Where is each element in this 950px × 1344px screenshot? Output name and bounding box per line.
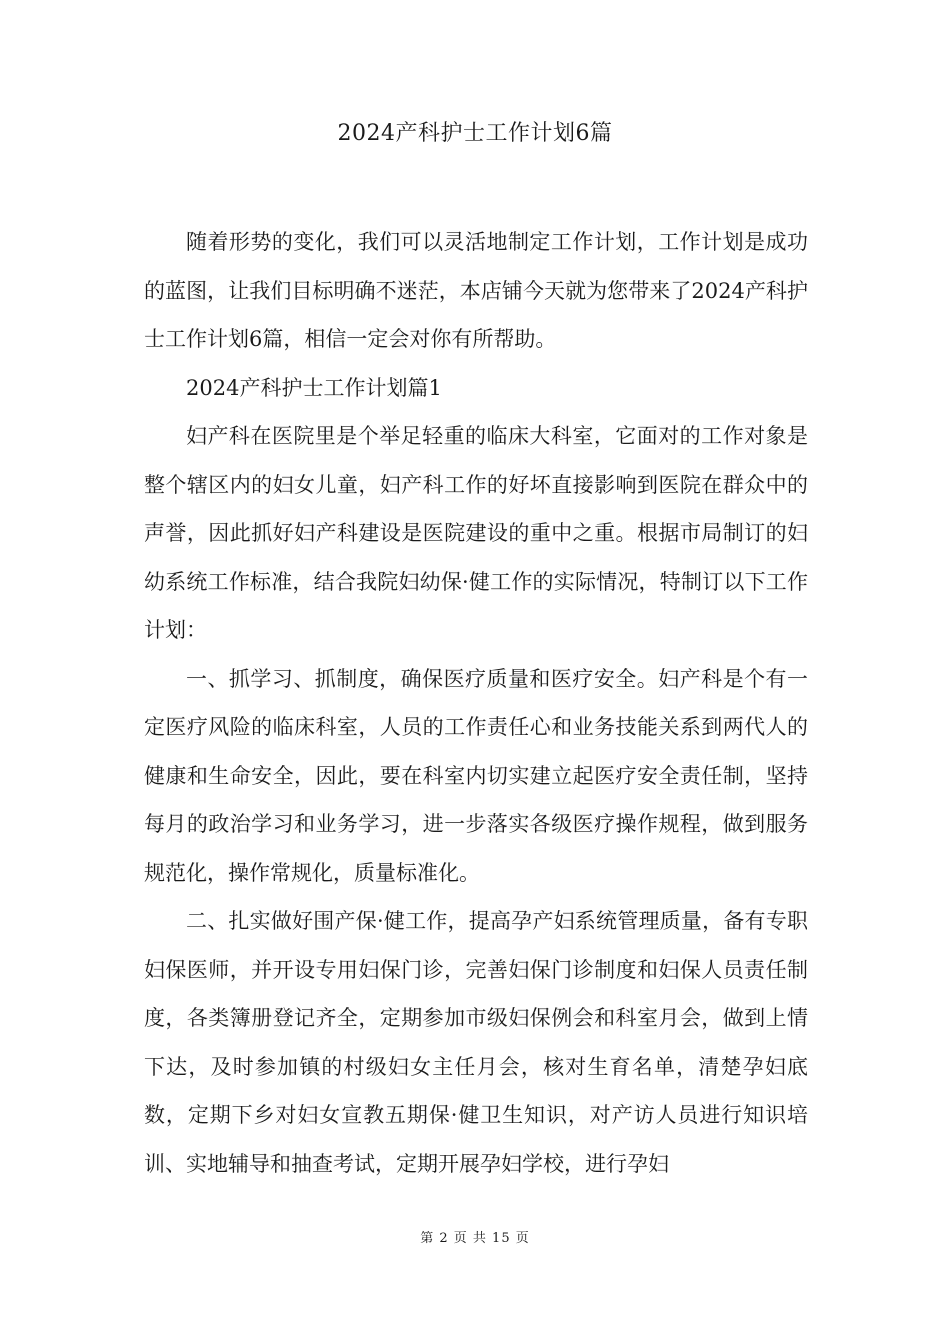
- document-title: 2024产科护士工作计划6篇: [337, 121, 613, 146]
- document-body: [144, 218, 808, 1188]
- section-heading: 2024产科护士工作计划篇1: [186, 375, 442, 400]
- page-footer: 第 2 页 共 15 页: [420, 1231, 530, 1246]
- body-paragraph: 一、抓学习、抓制度，确保医疗质量和医疗安全。妇产科是个有一定医疗风险的临床科室，人员的工作责任心和业务技能关系到两代人的健康和生命安全，因此，要在科室内切实建立起医疗安全责任制，坚持每月的政治学习和业务学习，进一步落实各级医疗操作规程，做到服务规范化，操作常规化，质量标准化。: [144, 666, 808, 885]
- intro-paragraph: 随着形势的变化，我们可以灵活地制定工作计划，工作计划是成功的蓝图，让我们目标明确不迷茫，本店铺今天就为您带来了2024产科护士工作计划6篇，相信一定会对你有所帮助。: [144, 230, 808, 351]
- body-paragraph: 二、扎实做好围产保·健工作，提高孕产妇系统管理质量，备有专职妇保医师，并开设专用妇保门诊，完善妇保门诊制度和妇保人员责任制度，各类簿册登记齐全，定期参加市级妇保例会和科室月会，做到上情下达，及时参加镇的村级妇女主任月会，核对生育名单，清楚孕妇底数，定期下乡对妇女宣教五期保·健卫生知识，对产访人员进行知识培训、实地辅导和抽查考试，定期开展孕妇学校，进行孕妇: [144, 909, 808, 1176]
- body-paragraph: 妇产科在医院里是个举足轻重的临床大科室，它面对的工作对象是整个辖区内的妇女儿童，妇产科工作的好坏直接影响到医院在群众中的声誉，因此抓好妇产科建设是医院建设的重中之重。根据市局制订的妇幼系统工作标准，结合我院妇幼保·健工作的实际情况，特制订以下工作计划：: [144, 424, 808, 642]
